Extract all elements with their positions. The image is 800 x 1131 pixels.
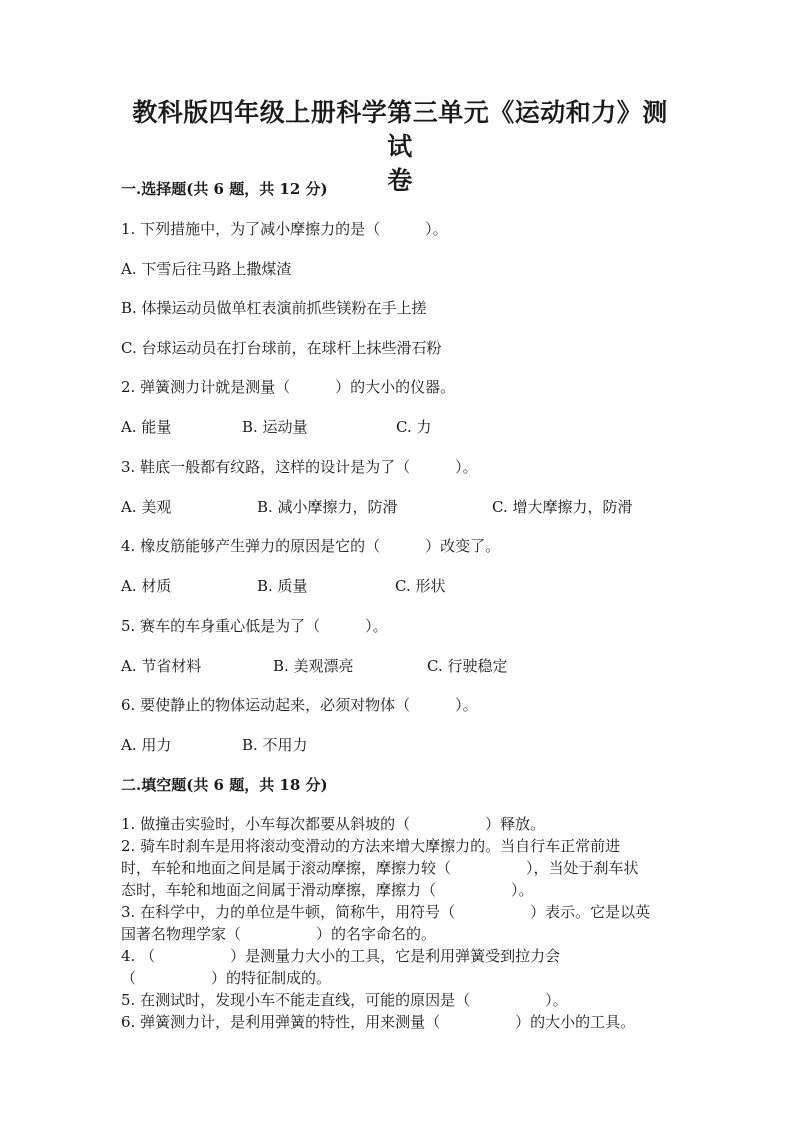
section-2-heading: 二.填空题(共 6 题，共 18 分) bbox=[121, 776, 328, 794]
question-1-stem: 1. 下列措施中，为了减小摩擦力的是（ ）。 bbox=[121, 220, 448, 238]
question-4-option-a: A. 材质 bbox=[121, 577, 172, 595]
question-2-option-c: C. 力 bbox=[396, 418, 432, 436]
question-2-stem: 2. 弹簧测力计就是测量（ ）的大小的仪器。 bbox=[121, 378, 456, 396]
question-5-stem: 5. 赛车的车身重心低是为了（ ）。 bbox=[121, 617, 388, 635]
title-line-2: 卷 bbox=[387, 166, 413, 195]
question-6-stem: 6. 要使静止的物体运动起来，必须对物体（ ）。 bbox=[121, 696, 478, 714]
question-6-option-a: A. 用力 bbox=[121, 736, 172, 754]
fill-line-1: 1. 做撞击实验时，小车每次都要从斜坡的（ ）释放。 bbox=[121, 815, 546, 833]
fill-line-3: 时，车轮和地面之间是属于滚动摩擦，摩擦力较（ ），当处于刹车状 bbox=[121, 859, 639, 877]
question-5-option-c: C. 行驶稳定 bbox=[427, 657, 508, 675]
question-1-option-b: B. 体操运动员做单杠表演前抓些镁粉在手上搓 bbox=[121, 299, 427, 317]
question-3-option-b: B. 减小摩擦力，防滑 bbox=[257, 498, 398, 516]
question-3-option-a: A. 美观 bbox=[121, 498, 172, 516]
question-3-option-c: C. 增大摩擦力，防滑 bbox=[492, 498, 633, 516]
question-4-option-b: B. 质量 bbox=[257, 577, 308, 595]
question-5-option-a: A. 节省材料 bbox=[121, 657, 202, 675]
question-5-option-b: B. 美观漂亮 bbox=[273, 657, 354, 675]
question-1-option-a: A. 下雪后往马路上撒煤渣 bbox=[121, 260, 292, 278]
question-2-option-b: B. 运动量 bbox=[242, 418, 308, 436]
question-3-stem: 3. 鞋底一般都有纹路，这样的设计是为了（ ）。 bbox=[121, 458, 478, 476]
section-1-heading: 一.选择题(共 6 题，共 12 分) bbox=[121, 180, 328, 198]
question-4-stem: 4. 橡皮筋能够产生弹力的原因是它的（ ）改变了。 bbox=[121, 537, 501, 555]
fill-line-10: 6. 弹簧测力计，是利用弹簧的特性，用来测量（ ）的大小的工具。 bbox=[121, 1013, 636, 1031]
title-line-1: 教科版四年级上册科学第三单元《运动和力》测试 bbox=[132, 98, 668, 161]
question-4-option-c: C. 形状 bbox=[395, 577, 446, 595]
fill-line-2: 2. 骑车时刹车是用将滚动变滑动的方法来增大摩擦力的。当自行车正常前进 bbox=[121, 837, 621, 855]
fill-line-5: 3. 在科学中，力的单位是牛顿，简称牛，用符号（ ）表示。它是以英 bbox=[121, 903, 651, 921]
fill-line-4: 态时，车轮和地面之间属于滑动摩擦，摩擦力（ ）。 bbox=[121, 881, 534, 899]
fill-line-9: 5. 在测试时，发现小车不能走直线，可能的原因是（ ）。 bbox=[121, 991, 568, 1009]
question-1-option-c: C. 台球运动员在打台球前，在球杆上抹些滑石粉 bbox=[121, 339, 442, 357]
fill-line-6: 国著名物理学家（ ）的名字命名的。 bbox=[121, 925, 437, 943]
fill-line-7: 4. （ ）是测量力大小的工具，它是利用弹簧受到拉力会 bbox=[121, 947, 561, 965]
question-2-option-a: A. 能量 bbox=[121, 418, 172, 436]
question-6-option-b: B. 不用力 bbox=[242, 736, 308, 754]
fill-line-8: （ ）的特征制成的。 bbox=[121, 969, 332, 987]
